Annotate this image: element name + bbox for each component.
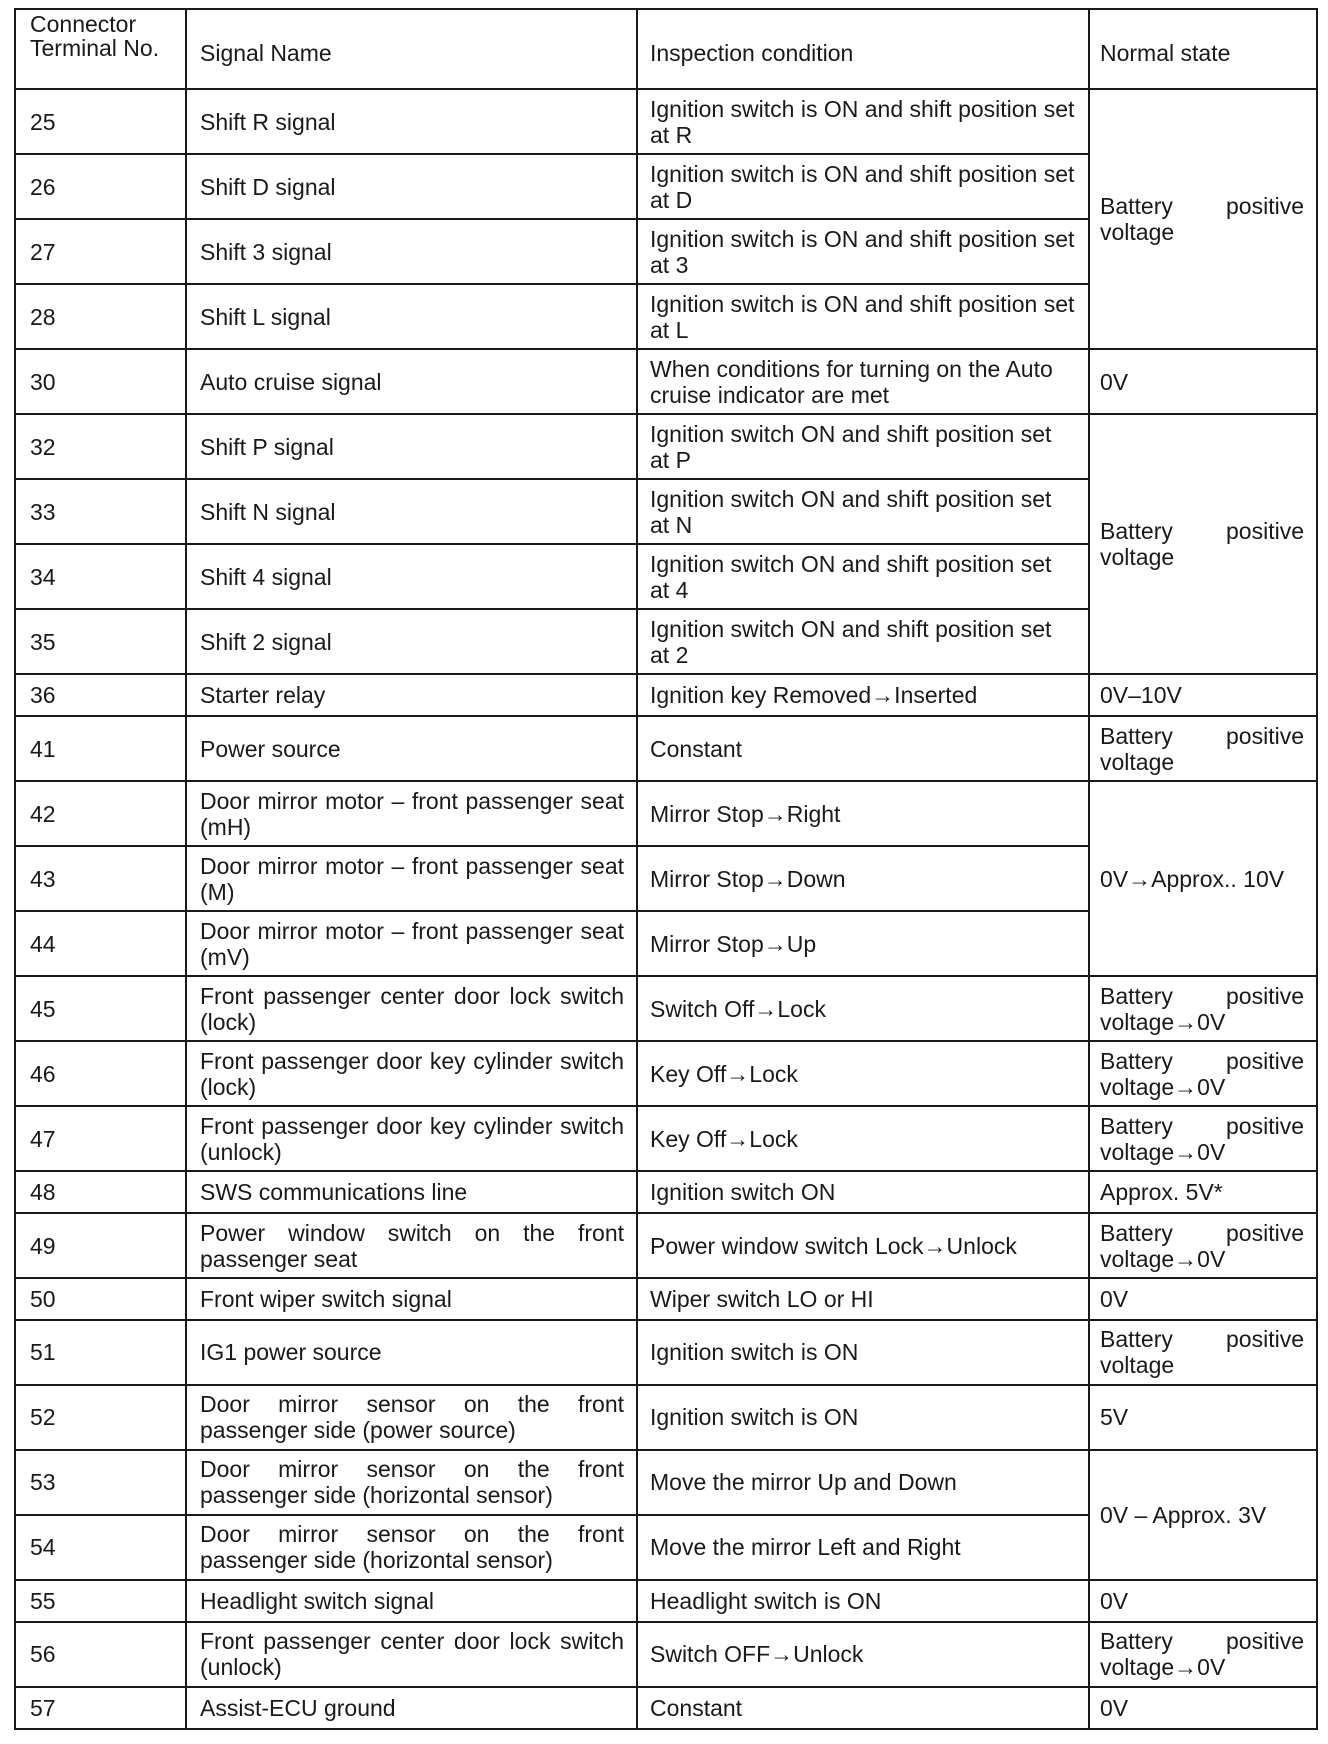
header-signal-name: Signal Name: [186, 9, 637, 89]
table-row: [15, 1213, 1317, 1278]
signal-name: Shift 4 signal: [186, 544, 637, 609]
signal-name: Auto cruise signal: [186, 349, 637, 414]
terminal-no: 54: [15, 1515, 186, 1580]
normal-state: Battery positive voltage→0V: [1089, 1213, 1317, 1278]
signal-name: Door mirror sensor on the front passenger side (horizontal sensor): [186, 1515, 637, 1580]
terminal-no: 48: [15, 1171, 186, 1213]
terminal-no: 51: [15, 1320, 186, 1385]
normal-state: Battery positive voltage→0V: [1089, 976, 1317, 1041]
inspection-condition: Move the mirror Left and Right: [637, 1515, 1089, 1580]
normal-state: Battery positive voltage→0V: [1089, 1041, 1317, 1106]
terminal-no: 43: [15, 846, 186, 911]
terminal-no: 53: [15, 1450, 186, 1515]
signal-name: Shift R signal: [186, 89, 637, 154]
inspection-condition: When conditions for turning on the Auto cruise indicator are met: [637, 349, 1089, 414]
terminal-no: 35: [15, 609, 186, 674]
terminal-no: 34: [15, 544, 186, 609]
signal-name: Starter relay: [186, 674, 637, 716]
inspection-condition: Switch Off→Lock: [637, 976, 1089, 1041]
terminal-no: 55: [15, 1580, 186, 1622]
signal-name: Headlight switch signal: [186, 1580, 637, 1622]
header-row: [15, 9, 1317, 89]
signal-name: Shift 2 signal: [186, 609, 637, 674]
inspection-condition: Key Off→Lock: [637, 1041, 1089, 1106]
table-row: [15, 414, 1317, 479]
terminal-no: 42: [15, 781, 186, 846]
terminal-no: 49: [15, 1213, 186, 1278]
signal-name: Shift D signal: [186, 154, 637, 219]
table-row: [15, 349, 1317, 414]
normal-state: Battery positive voltage: [1089, 1320, 1317, 1385]
signal-name: Door mirror motor – front passenger seat (M): [186, 846, 637, 911]
normal-state: 0V: [1089, 349, 1317, 414]
normal-state: 0V – Approx. 3V: [1089, 1450, 1317, 1580]
inspection-condition: Wiper switch LO or HI: [637, 1278, 1089, 1320]
signal-name: Power window switch on the front passenger seat: [186, 1213, 637, 1278]
normal-state: Battery positive voltage: [1089, 89, 1317, 349]
table-row: [15, 1385, 1317, 1450]
normal-state: Battery positive voltage: [1089, 414, 1317, 674]
normal-state: Approx. 5V*: [1089, 1171, 1317, 1213]
signal-name: Door mirror sensor on the front passenger side (horizontal sensor): [186, 1450, 637, 1515]
signal-name: Assist-ECU ground: [186, 1687, 637, 1729]
signal-name: Shift P signal: [186, 414, 637, 479]
terminal-no: 33: [15, 479, 186, 544]
table-row: [15, 716, 1317, 781]
table-row: [15, 1450, 1317, 1515]
table-row: [15, 1580, 1317, 1622]
signal-name: Door mirror motor – front passenger seat (mH): [186, 781, 637, 846]
inspection-condition: Mirror Stop→Up: [637, 911, 1089, 976]
table-row: [15, 781, 1317, 846]
table-row: [15, 1171, 1317, 1213]
signal-name: Door mirror sensor on the front passenger side (power source): [186, 1385, 637, 1450]
table-row: [15, 976, 1317, 1041]
terminal-no: 57: [15, 1687, 186, 1729]
table-row: [15, 1687, 1317, 1729]
terminal-inspection-table: [14, 8, 1318, 1730]
signal-name: Front passenger door key cylinder switch (unlock): [186, 1106, 637, 1171]
inspection-condition: Mirror Stop→Down: [637, 846, 1089, 911]
inspection-condition: Move the mirror Up and Down: [637, 1450, 1089, 1515]
signal-name: IG1 power source: [186, 1320, 637, 1385]
table-row: [15, 1278, 1317, 1320]
table-row: [15, 1041, 1317, 1106]
table-row: [15, 1622, 1317, 1687]
terminal-no: 28: [15, 284, 186, 349]
signal-name: SWS communications line: [186, 1171, 637, 1213]
inspection-condition: Constant: [637, 716, 1089, 781]
inspection-condition: Ignition switch ON and shift position set at 2: [637, 609, 1089, 674]
terminal-no: 30: [15, 349, 186, 414]
inspection-condition: Ignition switch is ON: [637, 1385, 1089, 1450]
terminal-no: 25: [15, 89, 186, 154]
inspection-condition: Constant: [637, 1687, 1089, 1729]
signal-name: Front passenger center door lock switch (lock): [186, 976, 637, 1041]
signal-name: Power source: [186, 716, 637, 781]
signal-name: Shift N signal: [186, 479, 637, 544]
terminal-no: 32: [15, 414, 186, 479]
inspection-condition: Ignition switch ON: [637, 1171, 1089, 1213]
signal-name: Shift L signal: [186, 284, 637, 349]
terminal-no: 56: [15, 1622, 186, 1687]
normal-state: 0V: [1089, 1278, 1317, 1320]
normal-state: 0V–10V: [1089, 674, 1317, 716]
signal-name: Shift 3 signal: [186, 219, 637, 284]
inspection-condition: Mirror Stop→Right: [637, 781, 1089, 846]
signal-name: Door mirror motor – front passenger seat (mV): [186, 911, 637, 976]
table-row: [15, 89, 1317, 154]
header-normal-state: Normal state: [1089, 9, 1317, 89]
table-row: [15, 1320, 1317, 1385]
terminal-no: 36: [15, 674, 186, 716]
inspection-condition: Ignition switch ON and shift position set at N: [637, 479, 1089, 544]
table-row: [15, 674, 1317, 716]
normal-state: 0V: [1089, 1687, 1317, 1729]
inspection-condition: Key Off→Lock: [637, 1106, 1089, 1171]
terminal-no: 47: [15, 1106, 186, 1171]
inspection-condition: Ignition switch ON and shift position set at P: [637, 414, 1089, 479]
header-inspection-condition: Inspection condition: [637, 9, 1089, 89]
header-terminal-no: Connector Terminal No.: [15, 9, 186, 89]
inspection-condition: Ignition switch is ON and shift position set at R: [637, 89, 1089, 154]
inspection-condition: Switch OFF→Unlock: [637, 1622, 1089, 1687]
inspection-condition: Ignition switch is ON: [637, 1320, 1089, 1385]
signal-name: Front passenger center door lock switch (unlock): [186, 1622, 637, 1687]
terminal-no: 45: [15, 976, 186, 1041]
inspection-condition: Ignition switch is ON and shift position set at L: [637, 284, 1089, 349]
terminal-no: 27: [15, 219, 186, 284]
inspection-condition: Ignition switch ON and shift position set at 4: [637, 544, 1089, 609]
terminal-no: 52: [15, 1385, 186, 1450]
normal-state: 5V: [1089, 1385, 1317, 1450]
terminal-no: 44: [15, 911, 186, 976]
signal-name: Front passenger door key cylinder switch (lock): [186, 1041, 637, 1106]
normal-state: Battery positive voltage: [1089, 716, 1317, 781]
inspection-condition: Ignition key Removed→Inserted: [637, 674, 1089, 716]
terminal-no: 50: [15, 1278, 186, 1320]
inspection-condition: Ignition switch is ON and shift position set at 3: [637, 219, 1089, 284]
normal-state: Battery positive voltage→0V: [1089, 1622, 1317, 1687]
normal-state: 0V→Approx.. 10V: [1089, 781, 1317, 976]
normal-state: 0V: [1089, 1580, 1317, 1622]
signal-name: Front wiper switch signal: [186, 1278, 637, 1320]
table-row: [15, 1106, 1317, 1171]
inspection-condition: Power window switch Lock→Unlock: [637, 1213, 1089, 1278]
inspection-condition: Ignition switch is ON and shift position set at D: [637, 154, 1089, 219]
terminal-no: 41: [15, 716, 186, 781]
inspection-condition: Headlight switch is ON: [637, 1580, 1089, 1622]
normal-state: Battery positive voltage→0V: [1089, 1106, 1317, 1171]
terminal-no: 46: [15, 1041, 186, 1106]
terminal-no: 26: [15, 154, 186, 219]
